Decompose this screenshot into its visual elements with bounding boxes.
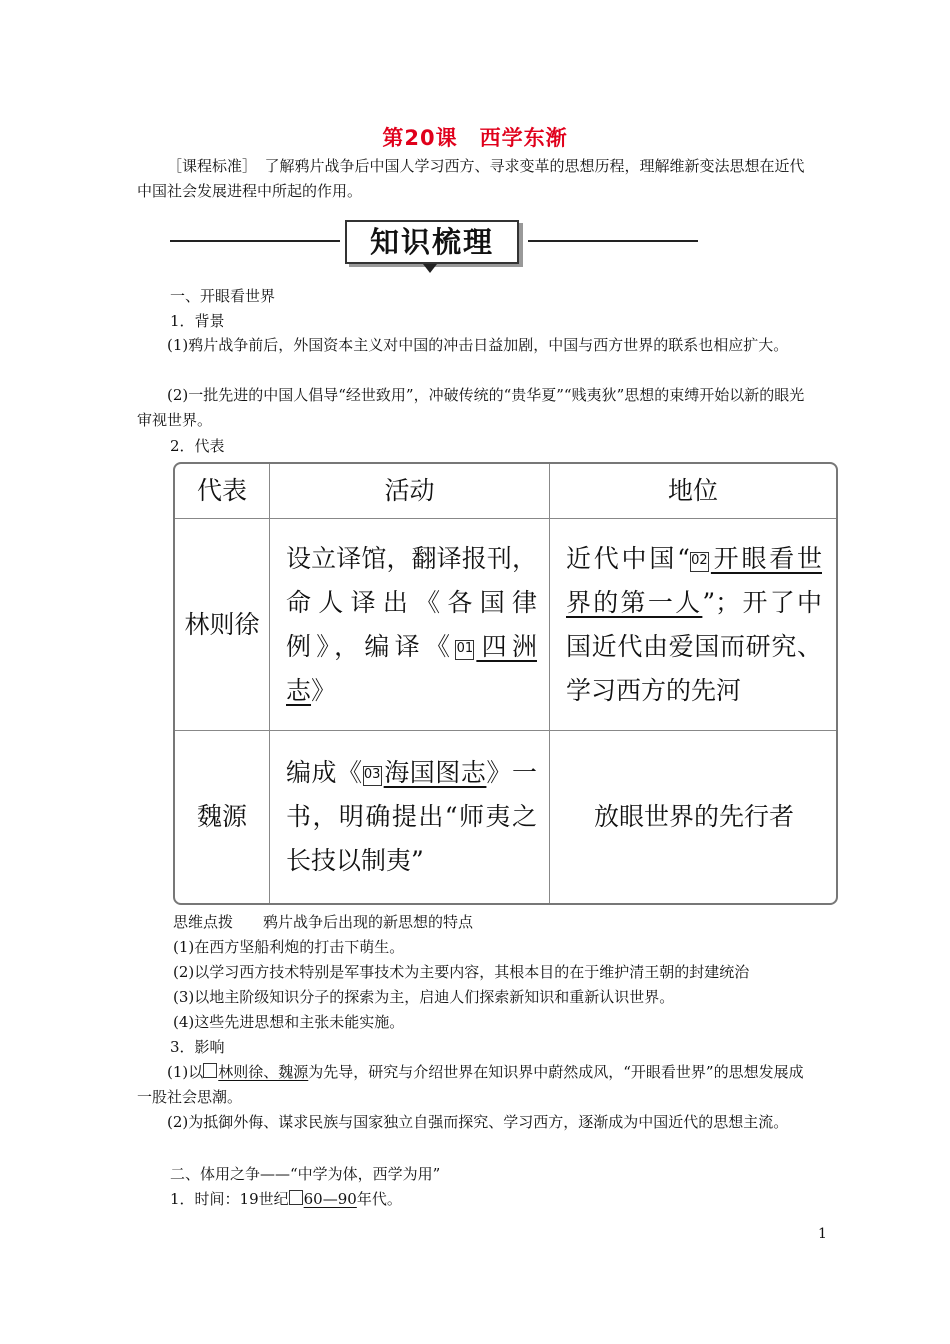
table-row [175, 731, 836, 903]
thinking-point-3: (3)以地主阶级知识分子的探索为主，启迪人们探索新知识和重新认识世界。 [173, 988, 675, 1006]
blank-box-icon [289, 1190, 303, 1205]
row-lin-name: 林则徐 [175, 519, 270, 731]
row-lin-status: 近代中国“02 开眼看世界的第一人”；开了中国近代由爱国而研究、学习西方的先河 [550, 519, 836, 731]
thinking-point-4: (4)这些先进思想和主张未能实施。 [173, 1013, 405, 1031]
subsection-background: 1．背景 [170, 312, 225, 330]
blank-answer-03: 海国图志 [383, 758, 487, 787]
blank-number-02: 02 [690, 552, 709, 572]
background-point-1: (1)鸦片战争前后，外国资本主义对中国的冲击日益加剧，中国与西方世界的联系也相应扩大。 [167, 336, 789, 354]
curriculum-standard: ［课程标准］ 了解鸦片战争后中国人学习西方、寻求变革的思想历程，理解维新变法思想在近代中国社会发展进程中所起的作用。 [137, 157, 805, 200]
blank-answer-01: 四洲志 [286, 631, 537, 705]
header-representative: 代表 [175, 464, 270, 519]
thinking-tip-label: 思维点拨 [173, 913, 234, 931]
thinking-tip [173, 911, 473, 933]
blank-answer-influence: 林则徐、魏源 [218, 1063, 309, 1081]
section-1-heading: 一、开眼看世界 [170, 287, 276, 305]
lesson-title: 第20课 西学东渐 [382, 126, 568, 150]
blank-answer-02: 开眼看世界的第一人 [566, 543, 822, 617]
table-header-row [175, 464, 836, 519]
blank-box-icon [203, 1063, 217, 1078]
page-number: 1 [818, 1226, 827, 1242]
row-wei-activity: 编成《03 海国图志》一书，明确提出“师夷之长技以制夷” [270, 731, 550, 903]
row-lin-activity: 设立译馆，翻译报刊，命人译出《各国律例》，编译《01 四洲志》 [270, 519, 550, 731]
subsection-representatives: 2．代表 [170, 437, 225, 455]
blank-number-01: 01 [455, 640, 474, 660]
influence-point-1: (1)以 林则徐、魏源为先导，研究与介绍世界在知识界中蔚然成风，“开眼看世界”的思想发展成一股社会思潮。 [137, 1063, 804, 1106]
knowledge-banner: 知识梳理 [345, 220, 519, 264]
thinking-point-1: (1)在西方坚船利炮的打击下萌生。 [173, 938, 405, 956]
row-wei-status: 放眼世界的先行者 [593, 802, 794, 831]
header-activity: 活动 [270, 464, 550, 519]
blank-answer-time: 60—90 [303, 1190, 357, 1208]
banner-right-rule [528, 240, 698, 242]
row-wei-name: 魏源 [175, 731, 270, 903]
table-row [175, 519, 836, 731]
background-point-2: (2)一批先进的中国人倡导“经世致用”，冲破传统的“贵华夏”“贱夷狄”思想的束缚开始以新的眼光审视世界。 [137, 386, 805, 429]
representatives-table [173, 462, 838, 905]
section-2-time: 1．时间：19世纪 60—90年代。 [170, 1190, 402, 1208]
influence-point-2: (2)为抵御外侮、谋求民族与国家独立自强而探究、学习西方，逐渐成为中国近代的思想主流。 [167, 1113, 789, 1131]
blank-number-03: 03 [363, 766, 382, 786]
banner-left-rule [170, 240, 340, 242]
banner-pointer-icon [423, 264, 437, 273]
subsection-influence: 3．影响 [170, 1038, 225, 1056]
header-status: 地位 [550, 464, 836, 519]
thinking-tip-subtitle: 鸦片战争后出现的新思想的特点 [263, 913, 474, 931]
thinking-point-2: (2)以学习西方技术特别是军事技术为主要内容，其根本目的在于维护清王朝的封建统治 [173, 963, 750, 981]
section-2-heading: 二、体用之争——“中学为体，西学为用” [170, 1165, 441, 1183]
